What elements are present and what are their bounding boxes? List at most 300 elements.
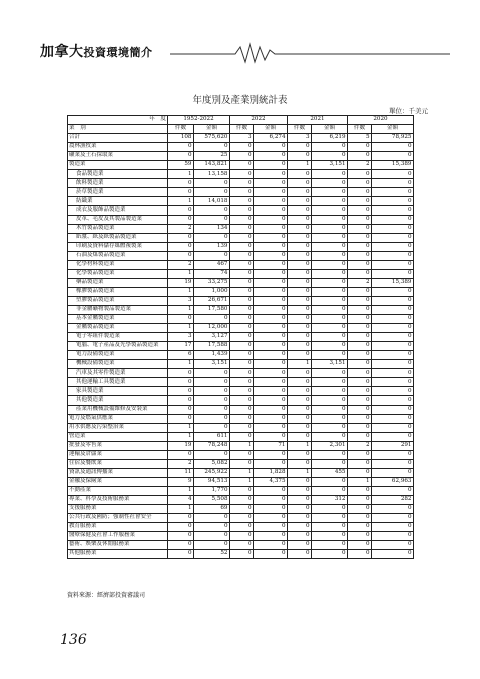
cell-count: 0 bbox=[230, 170, 254, 179]
cell-count: 0 bbox=[348, 152, 372, 161]
row-label: 用水供應及污染整治業 bbox=[68, 423, 168, 432]
cell-amount: 2,301 bbox=[312, 441, 348, 450]
cell-count: 0 bbox=[230, 224, 254, 233]
row-label: 家具製造業 bbox=[68, 387, 168, 396]
cell-amount: 3,151 bbox=[312, 161, 348, 170]
cell-amount: 0 bbox=[254, 197, 288, 206]
cell-amount: 15,389 bbox=[372, 278, 414, 287]
cell-amount: 0 bbox=[372, 486, 414, 495]
cell-count: 1 bbox=[230, 441, 254, 450]
table-row bbox=[68, 215, 414, 224]
cell-count: 0 bbox=[348, 369, 372, 378]
cell-amount: 0 bbox=[254, 378, 288, 387]
row-label: 資訊及通訊傳播業 bbox=[68, 468, 168, 477]
cell-amount: 575,620 bbox=[194, 134, 230, 143]
cell-count: 0 bbox=[348, 305, 372, 314]
row-label: 木竹製品製造業 bbox=[68, 224, 168, 233]
cell-amount: 0 bbox=[372, 459, 414, 468]
cell-count: 0 bbox=[230, 459, 254, 468]
row-label: 飲料製造業 bbox=[68, 179, 168, 188]
cell-amount: 0 bbox=[312, 143, 348, 152]
unit-note: 單位：千美元 bbox=[389, 107, 428, 115]
cell-count: 0 bbox=[230, 378, 254, 387]
cell-amount: 0 bbox=[312, 387, 348, 396]
cell-count: 0 bbox=[288, 378, 312, 387]
cell-amount: 0 bbox=[312, 251, 348, 260]
cell-amount: 0 bbox=[372, 170, 414, 179]
cell-amount: 0 bbox=[254, 170, 288, 179]
cell-amount: 0 bbox=[254, 143, 288, 152]
cell-count: 0 bbox=[288, 315, 312, 324]
cell-amount: 0 bbox=[194, 405, 230, 414]
cell-amount: 1,828 bbox=[254, 468, 288, 477]
cell-count: 0 bbox=[288, 324, 312, 333]
cell-count: 0 bbox=[288, 251, 312, 260]
cell-count: 0 bbox=[230, 505, 254, 514]
cell-count: 6 bbox=[168, 351, 194, 360]
table-row bbox=[68, 324, 414, 333]
cell-count: 0 bbox=[168, 233, 194, 242]
cell-amount: 0 bbox=[254, 224, 288, 233]
cell-amount: 0 bbox=[254, 550, 288, 559]
row-label: 專業、科學及技術服務業 bbox=[68, 495, 168, 504]
cell-count: 0 bbox=[288, 215, 312, 224]
cell-count: 0 bbox=[230, 423, 254, 432]
cell-amount: 0 bbox=[254, 215, 288, 224]
cell-amount: 0 bbox=[312, 206, 348, 215]
year-header-2: 2022 bbox=[230, 116, 288, 125]
cell-count: 0 bbox=[348, 315, 372, 324]
cell-count: 0 bbox=[168, 315, 194, 324]
cell-amount: 0 bbox=[312, 287, 348, 296]
cell-count: 0 bbox=[230, 532, 254, 541]
cell-count: 0 bbox=[288, 532, 312, 541]
row-label: 支援服務業 bbox=[68, 505, 168, 514]
cell-amount: 0 bbox=[254, 242, 288, 251]
cell-count: 0 bbox=[168, 396, 194, 405]
cell-amount: 3,127 bbox=[194, 333, 230, 342]
cell-count: 9 bbox=[168, 477, 194, 486]
cell-count: 0 bbox=[230, 233, 254, 242]
table-row bbox=[68, 495, 414, 504]
cell-amount: 13,158 bbox=[194, 170, 230, 179]
cell-count: 1 bbox=[168, 305, 194, 314]
cell-amount: 69 bbox=[194, 505, 230, 514]
row-label: 產業用機械設備維修及安裝業 bbox=[68, 405, 168, 414]
cell-amount: 0 bbox=[372, 251, 414, 260]
table-row bbox=[68, 305, 414, 314]
cell-amount: 6,219 bbox=[312, 134, 348, 143]
cell-amount: 0 bbox=[194, 369, 230, 378]
cell-count: 0 bbox=[230, 296, 254, 305]
cell-count: 0 bbox=[288, 550, 312, 559]
table-row bbox=[68, 333, 414, 342]
cell-amount: 0 bbox=[372, 541, 414, 550]
cell-count: 19 bbox=[168, 441, 194, 450]
cell-amount: 0 bbox=[194, 423, 230, 432]
cell-count: 0 bbox=[288, 197, 312, 206]
cell-amount: 0 bbox=[312, 152, 348, 161]
cell-amount: 0 bbox=[254, 396, 288, 405]
row-label: 基本金屬製造業 bbox=[68, 315, 168, 324]
cell-amount: 0 bbox=[312, 269, 348, 278]
cell-count: 0 bbox=[288, 333, 312, 342]
cell-amount: 0 bbox=[312, 188, 348, 197]
cell-count: 0 bbox=[288, 278, 312, 287]
cell-amount: 0 bbox=[254, 369, 288, 378]
cell-count: 0 bbox=[288, 179, 312, 188]
cell-count: 0 bbox=[168, 405, 194, 414]
cell-amount: 0 bbox=[312, 541, 348, 550]
cell-count: 0 bbox=[288, 206, 312, 215]
row-label: 農林漁牧業 bbox=[68, 143, 168, 152]
table-row bbox=[68, 269, 414, 278]
cell-count: 0 bbox=[230, 405, 254, 414]
cell-amount: 0 bbox=[312, 405, 348, 414]
cell-count: 0 bbox=[288, 351, 312, 360]
cell-count: 0 bbox=[348, 423, 372, 432]
table-row bbox=[68, 188, 414, 197]
cell-count: 2 bbox=[168, 459, 194, 468]
cell-count: 0 bbox=[230, 161, 254, 170]
sub-header-count: 件數 bbox=[288, 125, 312, 134]
cell-count: 1 bbox=[168, 324, 194, 333]
cell-amount: 17,580 bbox=[194, 305, 230, 314]
cell-count: 0 bbox=[230, 396, 254, 405]
cell-count: 0 bbox=[288, 233, 312, 242]
cell-count: 0 bbox=[230, 541, 254, 550]
cell-amount: 0 bbox=[372, 269, 414, 278]
cell-amount: 0 bbox=[254, 423, 288, 432]
table-row bbox=[68, 251, 414, 260]
cell-count: 0 bbox=[288, 459, 312, 468]
cell-count: 0 bbox=[230, 305, 254, 314]
cell-amount: 0 bbox=[372, 396, 414, 405]
cell-amount: 62,963 bbox=[372, 477, 414, 486]
row-label: 金屬製品製造業 bbox=[68, 324, 168, 333]
cell-amount: 52 bbox=[194, 550, 230, 559]
cell-count: 0 bbox=[348, 269, 372, 278]
cell-count: 0 bbox=[168, 242, 194, 251]
cell-amount: 0 bbox=[254, 233, 288, 242]
cell-count: 1 bbox=[168, 269, 194, 278]
row-label: 石油及煤製品製造業 bbox=[68, 251, 168, 260]
cell-amount: 0 bbox=[372, 405, 414, 414]
cell-amount: 0 bbox=[372, 414, 414, 423]
cell-count: 0 bbox=[348, 215, 372, 224]
year-header-4: 2020 bbox=[348, 116, 414, 125]
cell-amount: 0 bbox=[254, 278, 288, 287]
cell-count: 3 bbox=[230, 134, 254, 143]
cell-amount: 5,082 bbox=[194, 459, 230, 468]
table-row bbox=[68, 414, 414, 423]
cell-amount: 0 bbox=[312, 550, 348, 559]
cell-count: 0 bbox=[230, 143, 254, 152]
table-row bbox=[68, 378, 414, 387]
table-row bbox=[68, 486, 414, 495]
cell-count: 1 bbox=[168, 505, 194, 514]
cell-count: 0 bbox=[288, 260, 312, 269]
cell-amount: 0 bbox=[194, 523, 230, 532]
cell-amount: 0 bbox=[312, 233, 348, 242]
cell-count: 0 bbox=[230, 269, 254, 278]
row-label: 礦業及土石採取業 bbox=[68, 152, 168, 161]
table-row bbox=[68, 477, 414, 486]
cell-count: 0 bbox=[168, 206, 194, 215]
cell-amount: 0 bbox=[312, 414, 348, 423]
row-label: 電力設備製造業 bbox=[68, 351, 168, 360]
table-row bbox=[68, 532, 414, 541]
cell-count: 1 bbox=[348, 477, 372, 486]
cell-count: 0 bbox=[348, 387, 372, 396]
row-label: 醫療保健及社會工作服務業 bbox=[68, 532, 168, 541]
cell-count: 0 bbox=[288, 269, 312, 278]
cell-amount: 0 bbox=[372, 260, 414, 269]
table-row bbox=[68, 396, 414, 405]
cell-amount: 455 bbox=[312, 468, 348, 477]
cell-amount: 0 bbox=[194, 514, 230, 523]
cell-count: 0 bbox=[348, 251, 372, 260]
cell-amount: 0 bbox=[254, 251, 288, 260]
cell-count: 0 bbox=[230, 188, 254, 197]
cell-amount: 0 bbox=[372, 351, 414, 360]
cell-amount: 312 bbox=[312, 495, 348, 504]
cell-count: 0 bbox=[288, 387, 312, 396]
table-row bbox=[68, 405, 414, 414]
cell-count: 0 bbox=[348, 514, 372, 523]
cell-count: 0 bbox=[230, 387, 254, 396]
cell-amount: 0 bbox=[254, 541, 288, 550]
cell-amount: 3,151 bbox=[194, 360, 230, 369]
cell-count: 0 bbox=[348, 405, 372, 414]
cell-amount: 0 bbox=[312, 369, 348, 378]
table-row bbox=[68, 523, 414, 532]
brand-title-small: 投資環境簡介 bbox=[83, 46, 153, 59]
cell-count: 0 bbox=[288, 486, 312, 495]
cell-count: 0 bbox=[288, 224, 312, 233]
cell-count: 0 bbox=[348, 233, 372, 242]
cell-amount: 0 bbox=[312, 224, 348, 233]
table-body bbox=[68, 134, 414, 559]
row-label: 其他服務業 bbox=[68, 550, 168, 559]
cell-amount: 0 bbox=[194, 541, 230, 550]
cell-amount: 0 bbox=[254, 405, 288, 414]
cell-amount: 0 bbox=[254, 333, 288, 342]
cell-amount: 0 bbox=[254, 495, 288, 504]
row-label: 營造業 bbox=[68, 432, 168, 441]
header-corner-year bbox=[68, 116, 168, 125]
table-row bbox=[68, 505, 414, 514]
cell-amount: 0 bbox=[372, 305, 414, 314]
cell-count: 1 bbox=[288, 441, 312, 450]
cell-count: 0 bbox=[230, 260, 254, 269]
cell-amount: 0 bbox=[312, 351, 348, 360]
row-label: 製造業 bbox=[68, 161, 168, 170]
cell-amount: 0 bbox=[312, 260, 348, 269]
year-header-1: 1952-2022 bbox=[168, 116, 230, 125]
cell-count: 0 bbox=[230, 242, 254, 251]
cell-count: 0 bbox=[348, 450, 372, 459]
table-row bbox=[68, 550, 414, 559]
cell-count: 0 bbox=[230, 360, 254, 369]
cell-amount: 0 bbox=[254, 269, 288, 278]
cell-amount: 0 bbox=[312, 523, 348, 532]
cell-count: 17 bbox=[168, 342, 194, 351]
table-row bbox=[68, 134, 414, 143]
cell-amount: 0 bbox=[372, 188, 414, 197]
table-row bbox=[68, 170, 414, 179]
cell-amount: 0 bbox=[254, 179, 288, 188]
row-label: 其他運輸工具製造業 bbox=[68, 378, 168, 387]
table-row bbox=[68, 315, 414, 324]
cell-count: 0 bbox=[288, 296, 312, 305]
cell-amount: 0 bbox=[372, 224, 414, 233]
cell-amount: 0 bbox=[372, 233, 414, 242]
cell-count: 0 bbox=[288, 405, 312, 414]
cell-amount: 0 bbox=[194, 315, 230, 324]
cell-count: 0 bbox=[288, 514, 312, 523]
cell-amount: 0 bbox=[372, 287, 414, 296]
row-label: 化學材料製造業 bbox=[68, 260, 168, 269]
cell-amount: 0 bbox=[312, 342, 348, 351]
cell-amount: 3,151 bbox=[312, 360, 348, 369]
cell-count: 3 bbox=[168, 296, 194, 305]
corner-year-label: 年 度 bbox=[149, 116, 166, 123]
cell-amount: 0 bbox=[312, 315, 348, 324]
table-row bbox=[68, 432, 414, 441]
row-label: 公共行政及國防；強制性社會安全 bbox=[68, 514, 168, 523]
cell-count: 0 bbox=[288, 477, 312, 486]
cell-amount: 0 bbox=[254, 532, 288, 541]
table-row bbox=[68, 459, 414, 468]
cell-count: 0 bbox=[168, 532, 194, 541]
cell-count: 0 bbox=[288, 152, 312, 161]
cell-count: 0 bbox=[168, 188, 194, 197]
table-row bbox=[68, 514, 414, 523]
cell-amount: 0 bbox=[254, 342, 288, 351]
cell-amount: 0 bbox=[372, 242, 414, 251]
table-row bbox=[68, 278, 414, 287]
table-row bbox=[68, 152, 414, 161]
cell-amount: 0 bbox=[312, 296, 348, 305]
cell-amount: 0 bbox=[254, 324, 288, 333]
header-row-years bbox=[68, 116, 414, 125]
cell-count: 59 bbox=[168, 161, 194, 170]
page-header bbox=[40, 38, 450, 68]
cell-count: 0 bbox=[230, 315, 254, 324]
cell-count: 0 bbox=[230, 550, 254, 559]
cell-amount: 0 bbox=[372, 514, 414, 523]
row-label: 不動產業 bbox=[68, 486, 168, 495]
cell-count: 0 bbox=[348, 523, 372, 532]
table-row bbox=[68, 260, 414, 269]
cell-count: 0 bbox=[348, 541, 372, 550]
cell-count: 0 bbox=[230, 432, 254, 441]
cell-amount: 0 bbox=[194, 396, 230, 405]
cell-amount: 0 bbox=[254, 152, 288, 161]
cell-amount: 0 bbox=[254, 450, 288, 459]
row-label: 教育服務業 bbox=[68, 523, 168, 532]
cell-amount: 0 bbox=[312, 305, 348, 314]
cell-count: 0 bbox=[348, 495, 372, 504]
cell-count: 0 bbox=[168, 550, 194, 559]
cell-count: 0 bbox=[230, 251, 254, 260]
cell-amount: 0 bbox=[372, 197, 414, 206]
cell-count: 0 bbox=[230, 152, 254, 161]
row-label: 藝術、娛樂及休閒服務業 bbox=[68, 541, 168, 550]
table-row bbox=[68, 423, 414, 432]
cell-count: 0 bbox=[230, 523, 254, 532]
cell-amount: 33,275 bbox=[194, 278, 230, 287]
cell-amount: 0 bbox=[312, 215, 348, 224]
cell-amount: 0 bbox=[372, 296, 414, 305]
cell-amount: 0 bbox=[372, 315, 414, 324]
cell-amount: 0 bbox=[372, 532, 414, 541]
sub-header-amount: 金額 bbox=[372, 125, 414, 134]
cell-amount: 0 bbox=[194, 387, 230, 396]
cell-count: 0 bbox=[168, 143, 194, 152]
cell-count: 2 bbox=[348, 441, 372, 450]
cell-amount: 0 bbox=[254, 305, 288, 314]
cell-amount: 0 bbox=[194, 143, 230, 152]
cell-amount: 0 bbox=[312, 505, 348, 514]
cell-count: 2 bbox=[348, 161, 372, 170]
cell-count: 0 bbox=[348, 414, 372, 423]
cell-count: 0 bbox=[168, 541, 194, 550]
table-row bbox=[68, 242, 414, 251]
cell-count: 0 bbox=[288, 143, 312, 152]
sub-header-amount: 金額 bbox=[194, 125, 230, 134]
cell-amount: 0 bbox=[254, 432, 288, 441]
row-label: 電子零組件製造業 bbox=[68, 333, 168, 342]
cell-amount: 17,588 bbox=[194, 342, 230, 351]
row-label: 汽車及其零件製造業 bbox=[68, 369, 168, 378]
row-label: 皮革、毛皮及其製品製造業 bbox=[68, 215, 168, 224]
cell-count: 0 bbox=[230, 287, 254, 296]
cell-count: 0 bbox=[288, 505, 312, 514]
cell-count: 0 bbox=[230, 206, 254, 215]
cell-amount: 0 bbox=[312, 278, 348, 287]
cell-amount: 0 bbox=[372, 423, 414, 432]
row-label: 塑膠製品製造業 bbox=[68, 296, 168, 305]
cell-count: 0 bbox=[230, 450, 254, 459]
cell-count: 1 bbox=[168, 287, 194, 296]
row-label: 批發及零售業 bbox=[68, 441, 168, 450]
cell-count: 0 bbox=[168, 387, 194, 396]
cell-count: 0 bbox=[348, 324, 372, 333]
cell-count: 0 bbox=[288, 450, 312, 459]
cell-amount: 0 bbox=[194, 450, 230, 459]
cell-amount: 0 bbox=[312, 423, 348, 432]
cell-count: 1 bbox=[230, 468, 254, 477]
cell-count: 0 bbox=[288, 242, 312, 251]
cell-count: 4 bbox=[168, 495, 194, 504]
cell-count: 1 bbox=[168, 197, 194, 206]
cell-count: 0 bbox=[230, 414, 254, 423]
year-header-3: 2021 bbox=[288, 116, 348, 125]
cell-count: 108 bbox=[168, 134, 194, 143]
cell-count: 0 bbox=[288, 369, 312, 378]
cell-count: 0 bbox=[348, 242, 372, 251]
cell-count: 0 bbox=[348, 170, 372, 179]
row-label: 金融及保險業 bbox=[68, 477, 168, 486]
cell-count: 0 bbox=[168, 179, 194, 188]
table-row bbox=[68, 143, 414, 152]
cell-count: 11 bbox=[168, 468, 194, 477]
cell-count: 0 bbox=[348, 287, 372, 296]
cell-count: 1 bbox=[230, 477, 254, 486]
cell-amount: 78,248 bbox=[194, 441, 230, 450]
